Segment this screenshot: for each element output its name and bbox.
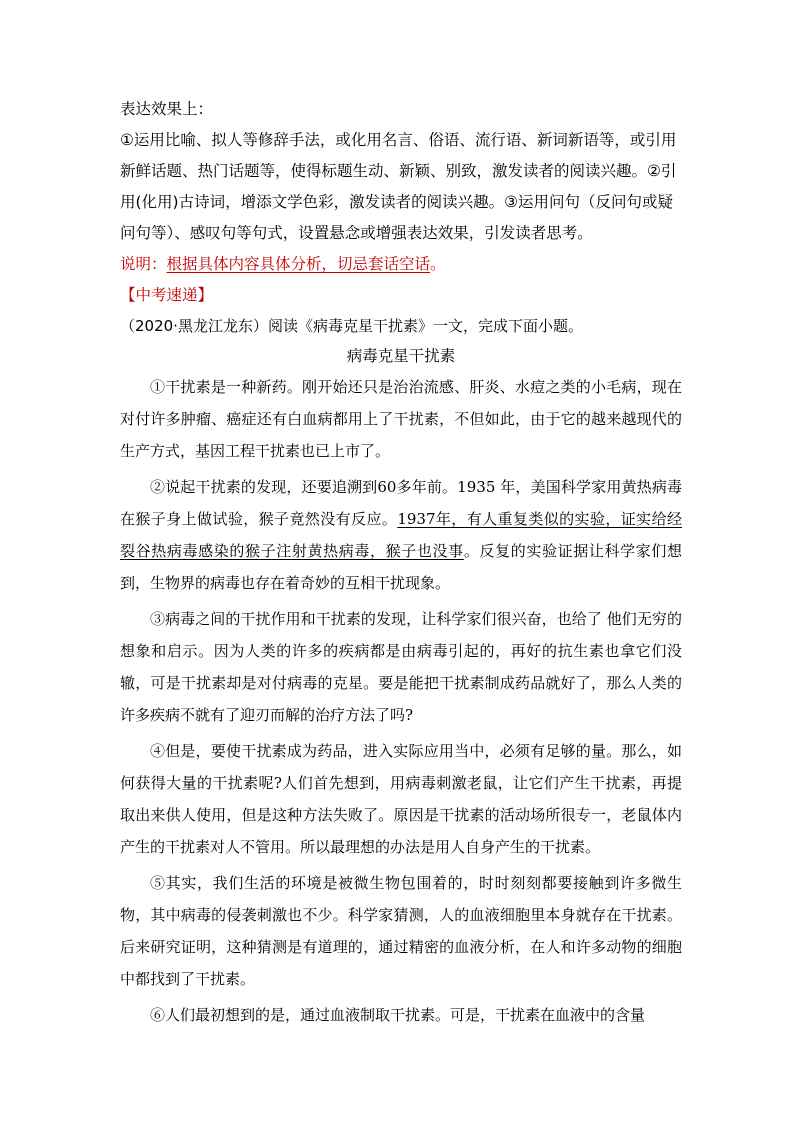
note-line xyxy=(120,249,682,280)
note-text: 根据具体内容具体分析，切忌套话空话 xyxy=(166,255,431,273)
article-paragraph-4: ④但是，要使干扰素成为药品，进入实际应用当中，必须有足够的量。那么，如何获得大量的干扰素呢?人们首先想到，用病毒刺激老鼠，让它们产生干扰素，再提取出来供人使用，但是这种方法失败了。原因是干扰素的活动场所很专一，老鼠体内产生的干扰素对人不管用。所以最理想的办法是用人自身产生的干扰素。 xyxy=(120,742,682,856)
question-source: （2020·黑龙江龙东）阅读《病毒克星干扰素》一文，完成下面小题。 xyxy=(120,317,583,335)
article-paragraph-3: ③病毒之间的干扰作用和干扰素的发现，让科学家们很兴奋，也给了 他们无穷的想象和启示。因为人类的许多的疾病都是由病毒引起的，再好的抗生素也拿它们没辙，可是干扰素却是对付病毒的克星。要是能把干扰素制成药品就好了，那么人类的许多疾病不就有了迎刃而解的治疗方法了吗? xyxy=(120,610,682,724)
expression-effect-heading: 表达效果上： xyxy=(120,100,214,118)
article-paragraph-2 xyxy=(120,471,682,599)
note-label: 说明： xyxy=(120,255,167,273)
article-paragraph-1: ①干扰素是一种新药。刚开始还只是治治流感、肝炎、水痘之类的小毛病，现在对付许多肿瘤、癌症还有白血病都用上了干扰素，不但如此，由于它的越来越现代的生产方式，基因工程干扰素也已上市了。 xyxy=(120,378,682,460)
expression-effect-body: ①运用比喻、拟人等修辞手法，或化用名言、俗语、流行语、新词新语等，或引用新鲜话题、热门话题等，使得标题生动、新颖、别致，激发读者的阅读兴趣。②引用(化用)古诗词，增添文学色彩，激发读者的阅读兴趣。③运用问句（反问句或疑问句等）、感叹句等句式，设置悬念或增强表达效果，引发读者思考。 xyxy=(120,131,677,242)
paragraph-2-underlined-sentence: 1937年，有人重复类似的实验，证实给经裂谷热病毒感染的猴子注射黄热病毒，猴子也没事 xyxy=(120,510,682,560)
note-end: 。 xyxy=(430,255,446,273)
article-paragraph-5: ⑤其实，我们生活的环境是被微生物包围着的，时时刻刻都要接触到许多微生物，其中病毒的侵袭刺激也不少。科学家猜测，人的血液细胞里本身就存在干扰素。后来研究证明，这种猜测是有道理的，通过精密的血液分析，在人和许多动物的细胞中都找到了干扰素。 xyxy=(120,874,682,988)
article-title: 病毒克星干扰素 xyxy=(346,347,456,365)
article-paragraph-6: ⑥人们最初想到的是，通过血液制取干扰素。可是，干扰素在血液中的含量 xyxy=(150,1006,646,1024)
paragraph-2-end: 。反复的实验证据让科学家们想到，生物界的病毒也存在着奇妙的互相干扰现象。 xyxy=(120,542,682,592)
paragraph-2-start: ②说起干扰素的发现，还要追溯到60多年前。1935 年，美国科学家用黄热病毒在猴子身上做试验，猴子竟然没有反应。 xyxy=(120,478,682,528)
section-tag: 【中考速递】 xyxy=(120,286,214,304)
